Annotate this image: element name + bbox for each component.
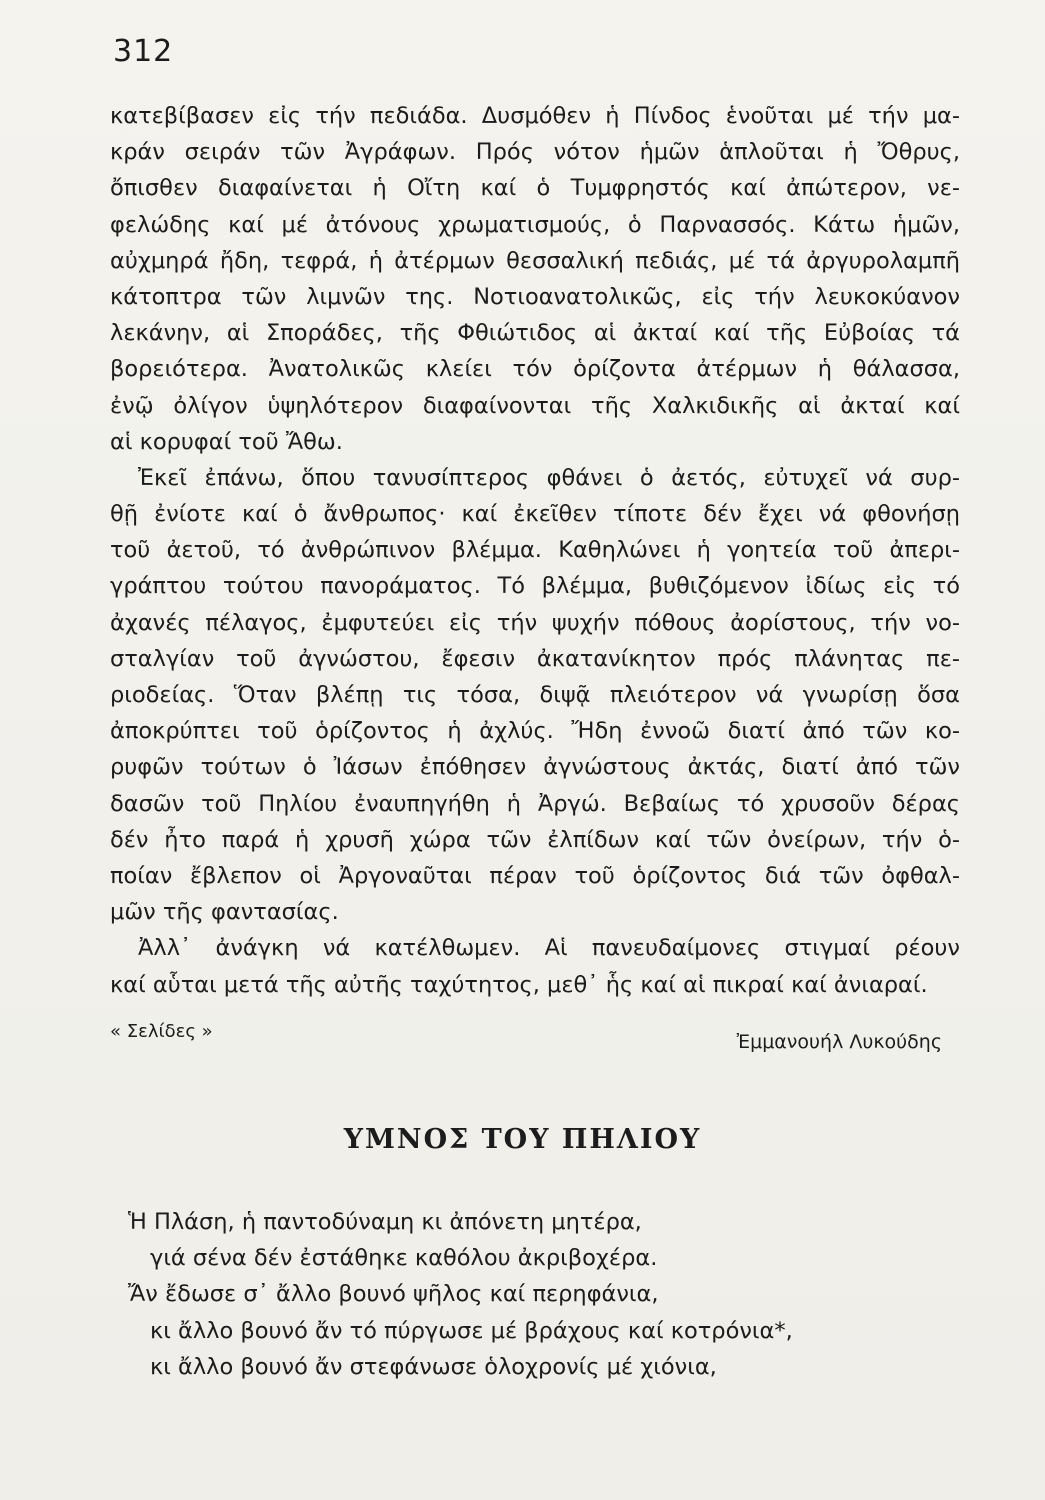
poem-line: γιά σένα δέν ἐστάθηκε καθόλου ἀκριβοχέρα. (150, 1245, 658, 1272)
source-work: « Σελίδες » (110, 1021, 213, 1042)
poem-line: Ἡ Πλάση, ἡ παντοδύναμη κι ἀπόνετη μητέρα, (128, 1209, 642, 1235)
prose-line: Ἐκεῖ ἐπάνω, ὅπου τανυσίπτερος φθάνει ὁ ἀετός, εὐτυχεῖ νά συρ- (138, 464, 960, 491)
prose-line: ποίαν ἔβλεπον οἱ Ἀργοναῦται πέραν τοῦ ὁρίζοντος διά τῶν ὀφθαλ- (110, 862, 960, 889)
prose-line: θῇ ἐνίοτε καί ὁ ἄνθρωπος· καί ἐκεῖθεν τίποτε δέν ἔχει νά φθονήσῃ (110, 501, 960, 528)
prose-line: Ἀλλ᾽ ἀνάγκη νά κατέλθωμεν. Αἱ πανευδαίμονες στιγμαί ρέουν (138, 935, 960, 962)
prose-line: φελώδης καί μέ ἀτόνους χρωματισμούς, ὁ Παρνασσός. Κάτω ἡμῶν, (110, 211, 960, 238)
prose-line: αὐχμηρά ἤδη, τεφρά, ἡ ἀτέρμων θεσσαλική πεδιάς, μέ τά ἀργυρολαμπῆ (110, 247, 960, 274)
prose-line: βορειότερα. Ἀνατολικῶς κλείει τόν ὁρίζοντα ἀτέρμων ἡ θάλασσα, (110, 356, 960, 383)
prose-line: γράπτου τούτου πανοράματος. Τό βλέμμα, βυθιζόμενον ἰδίως εἰς τό (110, 573, 960, 600)
prose-line: ὄπισθεν διαφαίνεται ἡ Οἴτη καί ὁ Τυμφρηστός καί ἀπώτερον, νε- (110, 175, 960, 202)
poem-line: Ἄν ἔδωσε σ᾽ ἄλλο βουνό ψῆλος καί περηφάνια, (128, 1281, 659, 1308)
prose-body (110, 98, 960, 1003)
prose-line: κράν σειράν τῶν Ἀγράφων. Πρός νότον ἡμῶν ἁπλοῦται ἡ Ὄθρυς, (110, 139, 960, 166)
prose-line: τοῦ ἀετοῦ, τό ἀνθρώπινον βλέμμα. Καθηλώνει ἡ γοητεία τοῦ ἀπερι- (110, 537, 960, 564)
prose-line: ἐνῷ ὀλίγον ὑψηλότερον διαφαίνονται τῆς Χαλκιδικῆς αἱ ἀκταί καί (110, 392, 960, 419)
source-attribution (110, 1017, 942, 1057)
prose-line: ριοδείας. Ὅταν βλέπῃ τις τόσα, διψᾷ πλειότερον νά γνωρίσῃ ὅσα (110, 682, 960, 708)
prose-line: ρυφῶν τούτων ὁ Ἰάσων ἐπόθησεν ἀγνώστους ἀκτάς, διατί ἀπό τῶν (110, 754, 960, 781)
poem-line: κι ἄλλο βουνό ἄν τό πύργωσε μέ βράχους καί κοτρόνια*, (150, 1317, 793, 1344)
poem-body (128, 1204, 948, 1385)
prose-line: μῶν τῆς φαντασίας. (110, 899, 339, 926)
prose-line: κάτοπτρα τῶν λιμνῶν της. Νοτιοανατολικῶς, εἰς τήν λευκοκύανον (110, 283, 960, 310)
poem-line: κι ἄλλο βουνό ἄν στεφάνωσε ὁλοχρονίς μέ χιόνια, (150, 1353, 717, 1380)
prose-line: δασῶν τοῦ Πηλίου ἐναυπηγήθη ἡ Ἀργώ. Βεβαίως τό χρυσοῦν δέρας (110, 790, 960, 817)
page-number: 312 (113, 34, 174, 69)
prose-line: κατεβίβασεν εἰς τήν πεδιάδα. Δυσμόθεν ἡ Πίνδος ἑνοῦται μέ τήν μα- (110, 103, 960, 129)
prose-line: δέν ἦτο παρά ἡ χρυσῆ χώρα τῶν ἐλπίδων καί τῶν ὀνείρων, τήν ὁ- (110, 826, 960, 853)
prose-line: σταλγίαν τοῦ ἀγνώστου, ἔφεσιν ἀκατανίκητον πρός πλάνητας πε- (110, 645, 960, 672)
prose-line: αἱ κορυφαί τοῦ Ἄθω. (110, 428, 343, 455)
prose-line: λεκάνην, αἱ Σποράδες, τῆς Φθιώτιδος αἱ ἀκταί καί τῆς Εὐβοίας τά (110, 320, 960, 347)
prose-line: ἀποκρύπτει τοῦ ὁρίζοντος ἡ ἀχλύς. Ἤδη ἐννοῶ διατί ἀπό τῶν κο- (110, 718, 960, 745)
prose-line: ἀχανές πέλαγος, ἐμφυτεύει εἰς τήν ψυχήν πόθους ἀορίστους, τήν νο- (110, 609, 960, 636)
poem-title: ΥΜΝΟΣ ΤΟΥ ΠΗΛΙΟΥ (343, 1124, 702, 1155)
source-author: Ἐμμανουήλ Λυκούδης (736, 1031, 942, 1053)
prose-line: καί αὗται μετά τῆς αὐτῆς ταχύτητος, μεθ᾽ ἧς καί αἱ πικραί καί ἀνιαραί. (110, 971, 928, 998)
